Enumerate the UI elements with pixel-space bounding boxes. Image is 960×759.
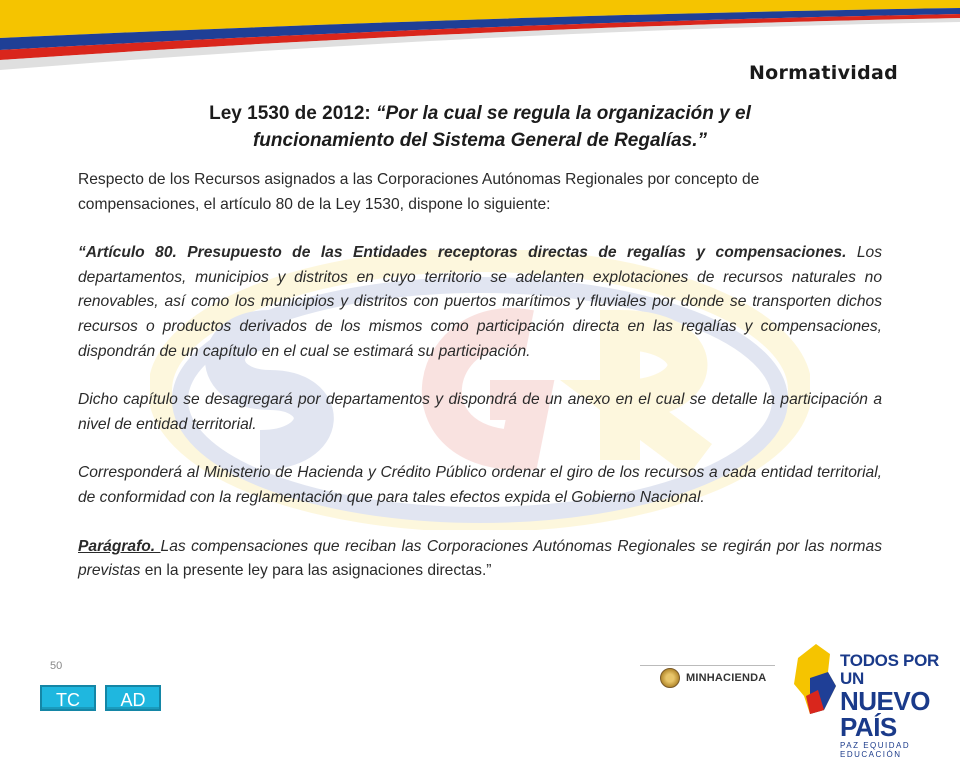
gov-slogan-line2: NUEVO PAÍS <box>840 686 930 742</box>
tc-button[interactable]: TC <box>40 685 96 711</box>
flag-band <box>0 0 960 70</box>
article-paragraph <box>78 241 882 364</box>
intro-paragraph: Respecto de los Recursos asignados a las Corporaciones Autónomas Regionales por concepto de compensaciones, el artículo 80 de la Ley 1530, dispone lo siguiente: <box>78 171 760 213</box>
gov-slogan-line3: PAZ EQUIDAD EDUCACIÓN <box>840 741 911 759</box>
article-text: Los departamentos, municipios y distritos en cuyo territorio se adelanten explotaciones de recursos naturales no renovables, así como los municipios y distritos con puertos marítimos y fluviales por donde se transporten dichos recursos o productos derivados de los mismos como participación directa en las regalías y compensaciones, dispondrán de un capítulo en el cual se estimará su participación. <box>78 244 882 360</box>
law-title-prefix: Ley 1530 de 2012: <box>209 103 376 124</box>
paragrafo-label: Parágrafo. <box>78 537 161 555</box>
coat-of-arms-icon <box>660 668 680 688</box>
article-heading: “Artículo 80. Presupuesto de las Entidades receptoras directas de regalías y compensaciones. <box>78 244 847 262</box>
footer-divider <box>640 665 775 666</box>
law-title <box>150 100 810 154</box>
paragrafo-tail: en la presente ley para las asignaciones directas.” <box>140 562 492 580</box>
ministry-name: MINHACIENDA <box>686 672 767 684</box>
section-title: Normatividad <box>748 62 898 84</box>
paragrafo-text: Las compensaciones que reciban las Corporaciones Autónomas Regionales se regirán por las normas previstas <box>78 537 882 580</box>
law-title-quote-line1: “Por la cual se regula la organización y el <box>376 103 751 124</box>
document-body <box>78 168 882 584</box>
law-title-quote-line2: funcionamiento del Sistema General de Regalías.” <box>252 130 708 151</box>
paragraph-3: Corresponderá al Ministerio de Hacienda y Crédito Público ordenar el giro de los recursos a cada entidad territorial, de conformidad con la reglamentación que para tales efectos expida el Gobierno Nacional. <box>78 464 882 506</box>
gov-slogan <box>840 652 960 759</box>
paragraph-2: Dicho capítulo se desagregará por departamentos y dispondrá de un anexo en el cual se detalle la participación a nivel de entidad territorial. <box>78 391 882 433</box>
page-number: 50 <box>50 660 63 672</box>
ad-button[interactable]: AD <box>105 685 161 711</box>
minhacienda-logo <box>660 667 766 689</box>
gov-slogan-line1: TODOS POR UN <box>840 651 940 688</box>
paragrafo-paragraph <box>78 535 882 584</box>
